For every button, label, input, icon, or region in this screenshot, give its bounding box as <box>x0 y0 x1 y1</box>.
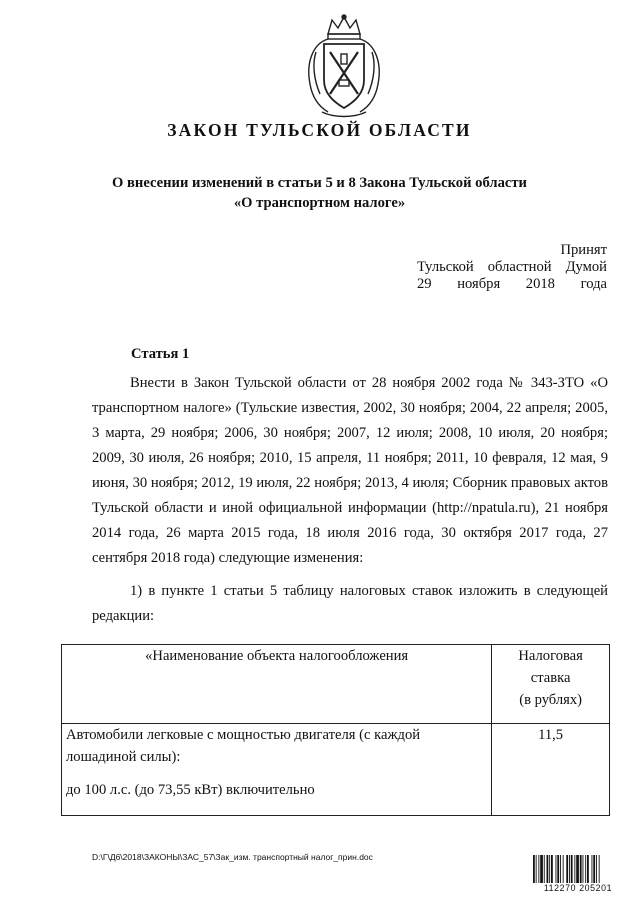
article-item-1: 1) в пункте 1 статьи 5 таблицу налоговых ставок изложить в следующей редакции: <box>92 583 608 624</box>
table-cell-rate: 11,5 <box>492 724 610 816</box>
table-cell-object <box>62 724 492 816</box>
law-title: ЗАКОН ТУЛЬСКОЙ ОБЛАСТИ <box>167 120 472 140</box>
subtitle-line-2: «О транспортном налоге» <box>233 195 406 211</box>
adoption-block <box>417 242 607 293</box>
header-rate-line-3: (в рублях) <box>519 692 583 708</box>
table-header-name: «Наименование объекта налогообложения <box>62 645 492 724</box>
adoption-line-2: Тульской областной Думой <box>417 259 607 275</box>
tax-rates-table <box>61 644 610 816</box>
coat-of-arms-icon <box>302 14 386 118</box>
adoption-line-1: Принят <box>560 242 607 258</box>
adoption-line-3: 29 ноября 2018 года <box>417 276 607 292</box>
table-header-row <box>62 645 610 724</box>
barcode-number: 112270 205201 <box>532 883 624 893</box>
header-rate-line-2: ставка <box>530 670 571 686</box>
row-category: Автомобили легковые с мощностью двигателя (с каждой лошадиной силы): <box>66 727 421 765</box>
subtitle-line-1: О внесении изменений в статьи 5 и 8 Закона Тульской области <box>112 175 527 191</box>
table-row <box>62 724 610 816</box>
law-subtitle <box>40 173 599 213</box>
article-heading: Статья 1 <box>131 346 190 362</box>
row-line: до 100 л.с. (до 73,55 кВт) включительно <box>66 782 315 798</box>
table-header-rate <box>492 645 610 724</box>
article-paragraph: Внести в Закон Тульской области от 28 ноября 2002 года № 343-ЗТО «О транспортном налоге» (Тульские известия, 2002, 30 ноября; 2004, 22 апреля; 2005, 3 марта, 29 ноября; 2006, 30 ноября; 2007, 12 июля; 2008, 10 июля, 20 ноября; 2009, 30 июля, 26 ноября; 2010, 15 апреля, 11 ноября; 2011, 10 февраля, 12 мая, 9 июня, 30 ноября; 2012, 19 июля, 22 ноября; 2013, 4 июля; Сборник правовых актов Тульской области и иной официальной информации (http://npatula.ru), 21 ноября 2014 года, 26 марта 2015 года, 18 июля 2016 года, 30 октября 2017 года, 27 сентября 2018 года) следующие изменения: <box>92 375 608 566</box>
file-path: D:\Г\Д6\2018\ЗАКОНЫ\ЗАС_57\Зак_изм. транспортный налог_прин.doc <box>92 852 373 862</box>
header-rate-line-1: Налоговая <box>518 648 583 664</box>
